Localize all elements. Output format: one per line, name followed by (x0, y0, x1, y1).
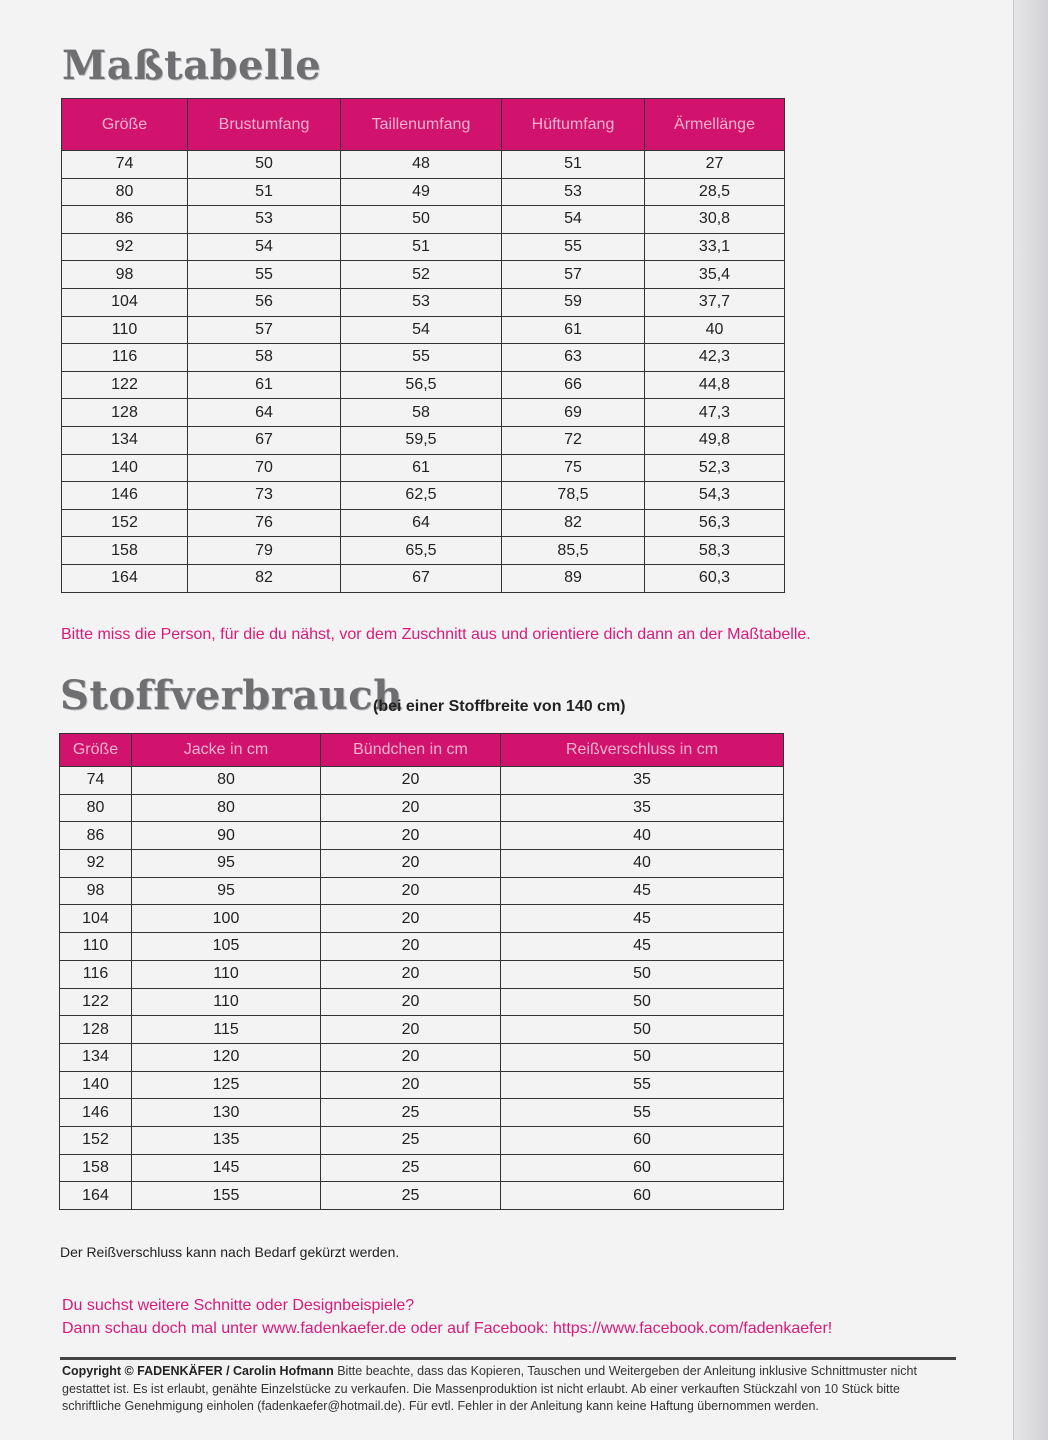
table-cell: 128 (60, 1016, 132, 1044)
table-row (62, 261, 785, 289)
table-cell: 116 (62, 344, 188, 372)
table-row (60, 933, 784, 961)
table-cell: 58 (341, 399, 502, 427)
table-row (62, 178, 785, 206)
table-cell: 55 (501, 1071, 784, 1099)
table-row (60, 794, 784, 822)
fabric-usage-title: Stoffverbrauch (60, 672, 403, 719)
table-cell: 54,3 (645, 482, 785, 510)
table-row (60, 1099, 784, 1127)
table-cell: 158 (60, 1154, 132, 1182)
table-cell: 79 (188, 537, 341, 565)
table-cell: 140 (60, 1071, 132, 1099)
table-cell: 54 (188, 233, 341, 261)
table-cell: 104 (60, 905, 132, 933)
table-cell: 25 (321, 1154, 501, 1182)
table-cell: 105 (132, 933, 321, 961)
table-cell: 35,4 (645, 261, 785, 289)
col-header-cuffs: Bündchen in cm (321, 734, 501, 767)
table-cell: 120 (132, 1043, 321, 1071)
table-cell: 116 (60, 960, 132, 988)
table-cell: 164 (60, 1182, 132, 1210)
table-cell: 40 (501, 850, 784, 878)
table-cell: 53 (188, 206, 341, 234)
col-header-size: Größe (62, 99, 188, 151)
copyright-label: Copyright © FADENKÄFER / Carolin Hofmann (62, 1364, 334, 1378)
size-chart-title: Maßtabelle (62, 42, 322, 89)
table-cell: 56 (188, 288, 341, 316)
table-cell: 58,3 (645, 537, 785, 565)
table-cell: 89 (502, 564, 645, 592)
table-cell: 64 (188, 399, 341, 427)
table-cell: 20 (321, 1071, 501, 1099)
page-edge (1013, 0, 1048, 1440)
measure-note: Bitte miss die Person, für die du nähst, vor dem Zuschnitt aus und orientiere dich dann an der Maßtabelle. (61, 626, 811, 643)
table-cell: 152 (62, 509, 188, 537)
table-cell: 140 (62, 454, 188, 482)
table-row (62, 399, 785, 427)
table-row (60, 988, 784, 1016)
table-row (62, 233, 785, 261)
table-cell: 80 (60, 794, 132, 822)
table-cell: 134 (62, 426, 188, 454)
table-cell: 25 (321, 1182, 501, 1210)
table-row (60, 1043, 784, 1071)
table-cell: 40 (501, 822, 784, 850)
table-row (62, 564, 785, 592)
table-cell: 52,3 (645, 454, 785, 482)
table-row (62, 371, 785, 399)
table-cell: 60 (501, 1126, 784, 1154)
table-row (60, 850, 784, 878)
table-cell: 80 (62, 178, 188, 206)
table-cell: 27 (645, 151, 785, 179)
table-row (62, 426, 785, 454)
col-header-size: Größe (60, 734, 132, 767)
table-cell: 72 (502, 426, 645, 454)
col-header-jacket: Jacke in cm (132, 734, 321, 767)
table-cell: 122 (60, 988, 132, 1016)
table-cell: 98 (60, 877, 132, 905)
copyright-text: Bitte beachte, dass das Kopieren, Tauschen und Weitergeben der Anleitung inklusive Schnittmuster nicht gestattet ist. Es ist erlaubt, genähte Einzelstücke zu verkaufen. Die Massenproduktion ist nicht erlaubt. Ab einer verkauften Stückzahl von 10 Stück bitte schriftliche Genehmigung einholen (fadenkaefer@hotmail.de). Für evtl. Fehler in der Anleitung kann keine Haftung übernommen werden. (62, 1364, 917, 1413)
table-cell: 60,3 (645, 564, 785, 592)
table-cell: 74 (62, 151, 188, 179)
table-cell: 110 (132, 960, 321, 988)
table-row (62, 316, 785, 344)
table-cell: 122 (62, 371, 188, 399)
table-cell: 50 (501, 960, 784, 988)
table-cell: 110 (62, 316, 188, 344)
table-row (60, 905, 784, 933)
table-cell: 74 (60, 767, 132, 795)
table-row (60, 767, 784, 795)
table-cell: 40 (645, 316, 785, 344)
table-cell: 20 (321, 933, 501, 961)
table-cell: 61 (502, 316, 645, 344)
table-cell: 155 (132, 1182, 321, 1210)
table-cell: 50 (341, 206, 502, 234)
table-cell: 145 (132, 1154, 321, 1182)
copyright-notice (62, 1363, 958, 1416)
table-cell: 100 (132, 905, 321, 933)
table-cell: 67 (188, 426, 341, 454)
table-cell: 28,5 (645, 178, 785, 206)
col-header-hip: Hüftumfang (502, 99, 645, 151)
table-row (60, 877, 784, 905)
table-cell: 65,5 (341, 537, 502, 565)
table-cell: 20 (321, 1016, 501, 1044)
table-cell: 82 (188, 564, 341, 592)
table-cell: 37,7 (645, 288, 785, 316)
table-cell: 75 (502, 454, 645, 482)
fabric-width-note: (bei einer Stoffbreite von 140 cm) (373, 698, 626, 715)
table-cell: 45 (501, 877, 784, 905)
table-cell: 25 (321, 1099, 501, 1127)
table-row (60, 960, 784, 988)
table-cell: 20 (321, 794, 501, 822)
table-row (62, 206, 785, 234)
table-cell: 48 (341, 151, 502, 179)
promo-line-1: Du suchst weitere Schnitte oder Designbeispiele? (62, 1297, 415, 1314)
table-cell: 73 (188, 482, 341, 510)
table-cell: 35 (501, 794, 784, 822)
table-cell: 20 (321, 877, 501, 905)
table-cell: 51 (341, 233, 502, 261)
table-cell: 152 (60, 1126, 132, 1154)
table-cell: 92 (60, 850, 132, 878)
table-cell: 58 (188, 344, 341, 372)
table-cell: 61 (188, 371, 341, 399)
table-row (62, 537, 785, 565)
table-row (62, 151, 785, 179)
table-cell: 53 (502, 178, 645, 206)
table-cell: 95 (132, 850, 321, 878)
table-cell: 20 (321, 988, 501, 1016)
table-cell: 54 (502, 206, 645, 234)
table-cell: 78,5 (502, 482, 645, 510)
table-cell: 42,3 (645, 344, 785, 372)
table-cell: 86 (60, 822, 132, 850)
table-row (60, 822, 784, 850)
table-cell: 59 (502, 288, 645, 316)
table-cell: 55 (502, 233, 645, 261)
fabric-usage-table (59, 733, 784, 1210)
col-header-chest: Brustumfang (188, 99, 341, 151)
table-cell: 53 (341, 288, 502, 316)
table-cell: 51 (188, 178, 341, 206)
table-row (60, 1126, 784, 1154)
table-cell: 164 (62, 564, 188, 592)
table-cell: 70 (188, 454, 341, 482)
table-cell: 45 (501, 933, 784, 961)
table-cell: 98 (62, 261, 188, 289)
table-cell: 92 (62, 233, 188, 261)
table-cell: 55 (188, 261, 341, 289)
table-cell: 57 (502, 261, 645, 289)
table-cell: 50 (188, 151, 341, 179)
table-row (60, 1182, 784, 1210)
table-cell: 82 (502, 509, 645, 537)
table-cell: 104 (62, 288, 188, 316)
table-cell: 50 (501, 988, 784, 1016)
table-cell: 49 (341, 178, 502, 206)
table-cell: 60 (501, 1182, 784, 1210)
table-cell: 134 (60, 1043, 132, 1071)
table-cell: 110 (60, 933, 132, 961)
table-cell: 30,8 (645, 206, 785, 234)
zipper-note: Der Reißverschluss kann nach Bedarf gekürzt werden. (60, 1244, 400, 1260)
table-cell: 66 (502, 371, 645, 399)
table-cell: 61 (341, 454, 502, 482)
table-cell: 50 (501, 1043, 784, 1071)
table-cell: 55 (501, 1099, 784, 1127)
table-cell: 57 (188, 316, 341, 344)
table-cell: 80 (132, 767, 321, 795)
size-chart-table (61, 98, 785, 593)
table-cell: 128 (62, 399, 188, 427)
table-cell: 45 (501, 905, 784, 933)
table-cell: 130 (132, 1099, 321, 1127)
table-row (60, 1154, 784, 1182)
table-cell: 59,5 (341, 426, 502, 454)
table-cell: 80 (132, 794, 321, 822)
promo-line-2: Dann schau doch mal unter www.fadenkaefer.de oder auf Facebook: https://www.facebook.com/fadenkaefer! (62, 1320, 833, 1337)
table-cell: 55 (341, 344, 502, 372)
table-cell: 20 (321, 960, 501, 988)
table-cell: 69 (502, 399, 645, 427)
table-cell: 67 (341, 564, 502, 592)
table-cell: 49,8 (645, 426, 785, 454)
table-cell: 115 (132, 1016, 321, 1044)
footer-divider (60, 1357, 956, 1360)
table-cell: 85,5 (502, 537, 645, 565)
table-cell: 52 (341, 261, 502, 289)
table-row (62, 454, 785, 482)
table-cell: 20 (321, 1043, 501, 1071)
col-header-sleeve: Ärmellänge (645, 99, 785, 151)
table-cell: 90 (132, 822, 321, 850)
table-cell: 33,1 (645, 233, 785, 261)
table-cell: 50 (501, 1016, 784, 1044)
table-cell: 20 (321, 822, 501, 850)
table-row (62, 509, 785, 537)
table-cell: 20 (321, 850, 501, 878)
table-cell: 64 (341, 509, 502, 537)
table-cell: 146 (60, 1099, 132, 1127)
table-cell: 76 (188, 509, 341, 537)
table-cell: 60 (501, 1154, 784, 1182)
table-cell: 35 (501, 767, 784, 795)
table-cell: 20 (321, 905, 501, 933)
table-header-row (60, 734, 784, 767)
table-cell: 63 (502, 344, 645, 372)
table-cell: 110 (132, 988, 321, 1016)
table-cell: 20 (321, 767, 501, 795)
col-header-zipper: Reißverschluss in cm (501, 734, 784, 767)
table-cell: 158 (62, 537, 188, 565)
table-row (62, 482, 785, 510)
table-cell: 51 (502, 151, 645, 179)
table-cell: 135 (132, 1126, 321, 1154)
table-cell: 56,5 (341, 371, 502, 399)
table-cell: 95 (132, 877, 321, 905)
table-cell: 25 (321, 1126, 501, 1154)
table-cell: 125 (132, 1071, 321, 1099)
table-cell: 86 (62, 206, 188, 234)
table-row (62, 288, 785, 316)
table-cell: 62,5 (341, 482, 502, 510)
table-cell: 44,8 (645, 371, 785, 399)
table-row (60, 1071, 784, 1099)
table-cell: 146 (62, 482, 188, 510)
table-cell: 54 (341, 316, 502, 344)
table-cell: 47,3 (645, 399, 785, 427)
table-row (60, 1016, 784, 1044)
table-cell: 56,3 (645, 509, 785, 537)
table-row (62, 344, 785, 372)
table-header-row (62, 99, 785, 151)
col-header-waist: Taillenumfang (341, 99, 502, 151)
